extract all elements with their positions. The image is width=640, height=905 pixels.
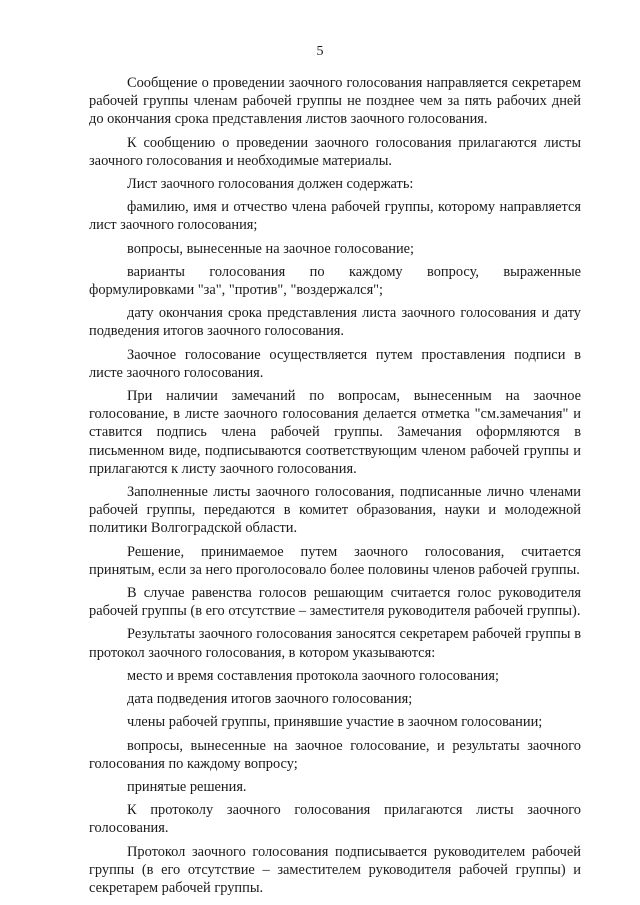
paragraph: К сообщению о проведении заочного голосования прилагаются листы заочного голосования и необходимые материалы. bbox=[89, 134, 581, 169]
paragraph: дату окончания срока представления листа заочного голосования и дату подведения итогов заочного голосования. bbox=[89, 305, 581, 340]
paragraph: Результаты заочного голосования заносятся секретарем рабочей группы в протокол заочного голосования, в котором указываются: bbox=[89, 626, 581, 661]
paragraph: Сообщение о проведении заочного голосования направляется секретарем рабочей группы членам рабочей группы не позднее чем за пять рабочих дней до окончания срока представления листов заочного голосования. bbox=[89, 75, 581, 128]
paragraph: вопросы, вынесенные на заочное голосование; bbox=[127, 240, 415, 257]
paragraph: вопросы, вынесенные на заочное голосование, и результаты заочного голосования по каждому вопросу; bbox=[89, 737, 581, 772]
paragraph: фамилию, имя и отчество члена рабочей группы, которому направляется лист заочного голосования; bbox=[89, 199, 581, 234]
paragraph: Протокол заочного голосования подписывается руководителем рабочей группы (в его отсутствие – заместителем руководителя рабочей группы) и секретарем рабочей группы. bbox=[89, 843, 581, 896]
paragraph: члены рабочей группы, принявшие участие в заочном голосовании; bbox=[127, 714, 543, 731]
page-number: 5 bbox=[316, 44, 324, 59]
paragraph: Решение, принимаемое путем заочного голосования, считается принятым, если за него проголосовало более половины членов рабочей группы. bbox=[89, 543, 581, 578]
document-body bbox=[89, 74, 581, 902]
paragraph: Заочное голосование осуществляется путем проставления подписи в листе заочного голосования. bbox=[89, 346, 581, 381]
paragraph: К протоколу заочного голосования прилагаются листы заочного голосования. bbox=[89, 802, 581, 837]
paragraph: Лист заочного голосования должен содержать: bbox=[127, 176, 414, 193]
paragraph: место и время составления протокола заочного голосования; bbox=[127, 667, 499, 684]
paragraph: При наличии замечаний по вопросам, вынесенным на заочное голосование, в листе заочного голосования делается отметка "см.замечания" и ставится подпись члена рабочей группы. Замечания оформляются в письменном виде, подписываются соответствующим членом рабочей группы и прилагаются к листу заочного голосования. bbox=[89, 388, 581, 477]
paragraph: варианты голосования по каждому вопросу, выраженные формулировками "за", "против", "воздержался"; bbox=[89, 263, 581, 299]
paragraph: принятые решения. bbox=[127, 778, 247, 795]
paragraph: дата подведения итогов заочного голосования; bbox=[127, 691, 413, 708]
paragraph: Заполненные листы заочного голосования, подписанные лично членами рабочей группы, передаются в комитет образования, науки и молодежной политики Волгоградской области. bbox=[89, 484, 581, 537]
paragraph: В случае равенства голосов решающим считается голос руководителя рабочей группы (в его отсутствие – заместителя руководителя рабочей группы). bbox=[89, 585, 581, 620]
